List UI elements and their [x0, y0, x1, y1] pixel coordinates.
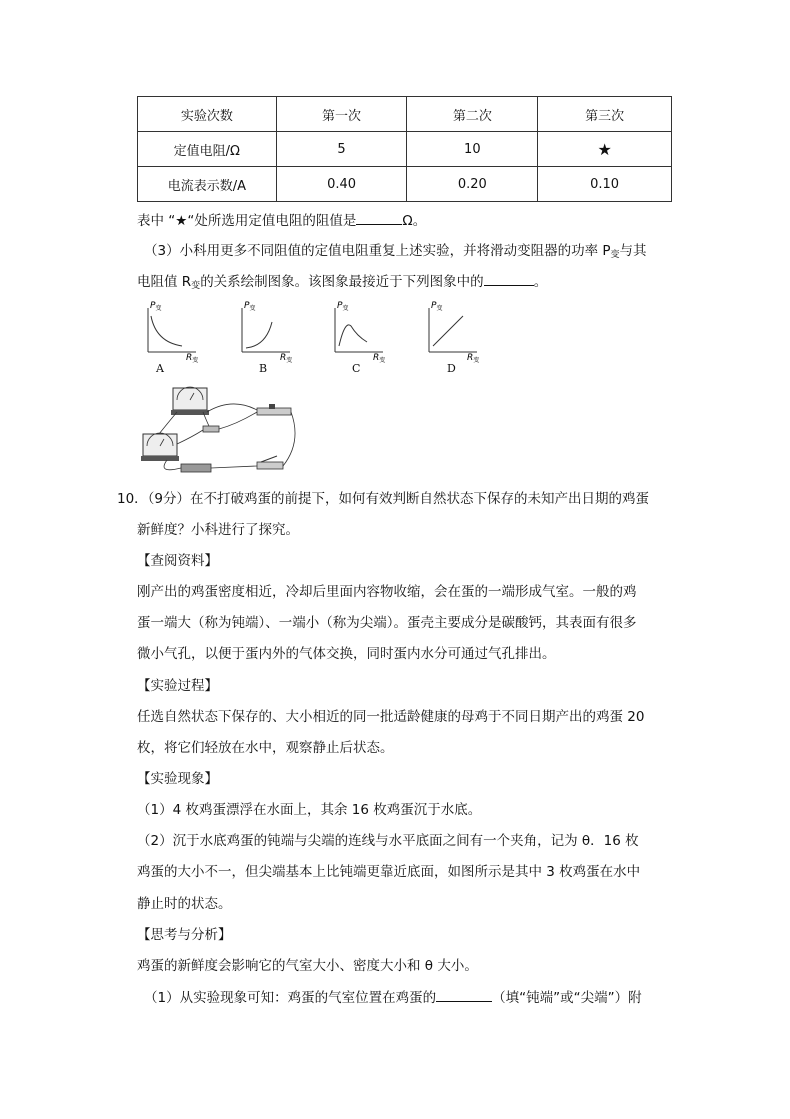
table-row [138, 132, 672, 167]
section-heading: 【实验过程】 [137, 678, 218, 694]
section-heading: 【查阅资料】 [137, 553, 218, 569]
q10-text: （1）从实验现象可知：鸡蛋的气室位置在鸡蛋的 [144, 990, 437, 1006]
section-heading: 【思考与分析】 [137, 927, 232, 943]
table-cell: 0.40 [276, 167, 407, 202]
x-axis-label: $R_变$ [280, 353, 293, 364]
option-label[interactable]: D [447, 362, 456, 375]
q2-unit: Ω。 [402, 213, 427, 229]
paragraph-line: （2）沉于水底鸡蛋的钝端与尖端的连线与水平底面之间有一个夹角，记为 θ．16 枚 [137, 833, 639, 849]
paragraph-line: 刚产出的鸡蛋密度相近，冷却后里面内容物收缩，会在蛋的一端形成气室。一般的鸡 [137, 584, 637, 600]
table-header-cell: 实验次数 [138, 97, 277, 132]
y-axis-label: $P_变$ [244, 301, 256, 312]
paragraph-line: （1）4 枚鸡蛋漂浮在水面上，其余 16 枚鸡蛋沉于水底。 [137, 802, 482, 818]
y-axis-label: $P_变$ [431, 301, 443, 312]
table-header-cell: 第三次 [538, 97, 672, 132]
row-label: 电流表示数/A [138, 167, 277, 202]
question-line [144, 988, 642, 1007]
x-axis-label: $R_变$ [373, 353, 386, 364]
x-axis-label: $R_变$ [186, 353, 199, 364]
answer-blank[interactable] [356, 211, 402, 225]
table-row [138, 167, 672, 202]
q3-text: 与其 [619, 243, 647, 259]
switch-icon [257, 462, 283, 469]
table-header-row [138, 97, 672, 132]
paragraph-line: 鸡蛋的大小不一，但尖端基本上比钝端更靠近底面，如图所示是其中 3 枚鸡蛋在水中 [137, 864, 641, 880]
section-heading: 【实验现象】 [137, 771, 218, 787]
table-cell: 0.20 [407, 167, 538, 202]
resistor-icon [203, 426, 219, 432]
option-label[interactable]: C [352, 362, 361, 375]
question-3-line-1 [144, 242, 647, 264]
battery-icon [181, 464, 211, 472]
answer-blank[interactable] [436, 988, 492, 1002]
row-label: 定值电阻/Ω [138, 132, 277, 167]
x-axis-label: $R_变$ [467, 353, 480, 364]
rheostat-icon [257, 408, 291, 415]
paragraph-line: 枚，将它们轻放在水中，观察静止后状态。 [137, 740, 394, 756]
paragraph-line: 任选自然状态下保存的、大小相近的同一批适龄健康的母鸡于不同日期产出的鸡蛋 20 [137, 709, 645, 725]
option-label[interactable]: B [259, 362, 268, 375]
question-2-line [137, 211, 426, 230]
y-axis-label: $P_变$ [337, 301, 349, 312]
voltmeter-icon [173, 388, 207, 410]
table-header-cell: 第一次 [276, 97, 407, 132]
experiment-table [137, 96, 672, 202]
paragraph-line: 微小气孔，以便于蛋内外的气体交换，同时蛋内水分可通过气孔排出。 [137, 646, 556, 662]
option-label[interactable]: A [156, 362, 164, 375]
paragraph-line: 蛋一端大（称为钝端）、一端小（称为尖端）。蛋壳主要成分是碳酸钙，其表面有很多 [137, 615, 637, 631]
q3-text: （3）小科用更多不同阻值的定值电阻重复上述实验，并将滑动变阻器的功率 P [144, 243, 611, 259]
circuit-diagram [137, 382, 297, 477]
q2-text: 表中 “★“处所选用定值电阻的阻值是 [137, 213, 357, 229]
ammeter-icon [143, 434, 177, 456]
paragraph-line: 鸡蛋的新鲜度会影响它的气室大小、密度大小和 θ 大小。 [137, 958, 478, 974]
q3-text: 电阻值 R [137, 274, 192, 290]
q10-text: （填“钝端”或“尖端”）附 [492, 990, 642, 1006]
q10-line: 10．（9分）在不打破鸡蛋的前提下，如何有效判断自然状态下保存的未知产出日期的鸡蛋 [117, 491, 650, 507]
table-cell: 0.10 [538, 167, 672, 202]
q3-text: 。 [533, 274, 548, 290]
y-axis-label: $P_变$ [150, 301, 162, 312]
paragraph-line: 静止时的状态。 [137, 896, 232, 912]
q10-line: 新鲜度？小科进行了探究。 [137, 522, 299, 538]
q3-text: 的关系绘制图象。该图象最接近于下列图象中的 [200, 274, 484, 290]
table-header-cell: 第二次 [407, 97, 538, 132]
table-cell: 10 [407, 132, 538, 167]
subscript: 变 [191, 281, 201, 291]
subscript: 变 [610, 250, 620, 260]
answer-blank[interactable] [484, 272, 534, 286]
question-3-line-2 [137, 272, 547, 295]
table-cell: 5 [276, 132, 407, 167]
graph-a [142, 302, 202, 380]
star-cell: ★ [538, 132, 672, 167]
